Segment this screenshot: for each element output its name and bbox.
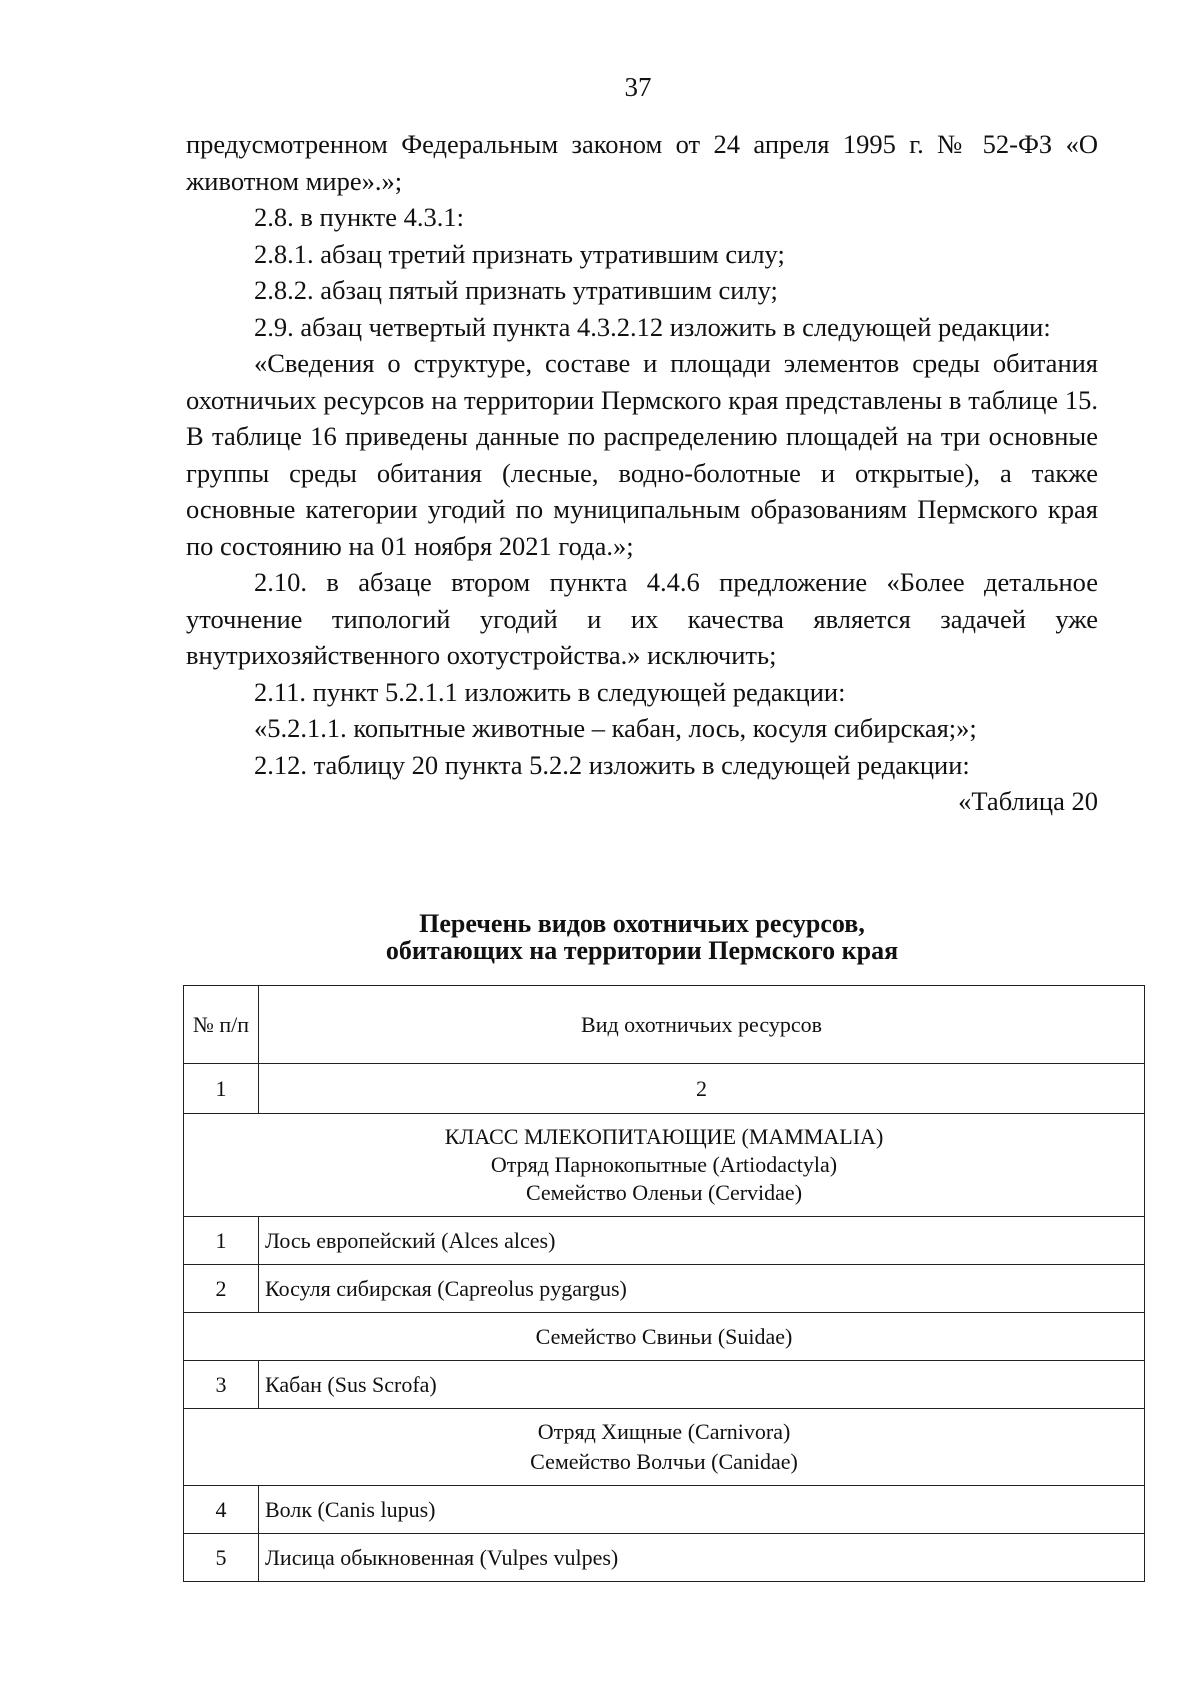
column-number-row	[184, 1064, 1145, 1114]
table-header-row	[184, 986, 1145, 1064]
species-table	[183, 985, 1145, 1582]
species-name: Косуля сибирская (Capreolus pygargus)	[259, 1265, 1145, 1313]
group-line: Отряд Хищные (Carnivora)	[537, 1419, 791, 1444]
group-row	[184, 1313, 1145, 1361]
species-name: Кабан (Sus Scrofa)	[259, 1361, 1145, 1409]
row-number: 3	[184, 1361, 259, 1409]
group-heading: Семейство Свиньи (Suidae)	[184, 1313, 1145, 1361]
group-row	[184, 1409, 1145, 1486]
column-number: 2	[259, 1064, 1145, 1114]
paragraph: 2.10. в абзаце втором пункта 4.4.6 предложение «Более детальное уточнение типологий угодий и их качества является задачей уже внутрихозяйственного охотустройства.» исключить;	[186, 567, 1098, 670]
table-title	[180, 910, 1104, 964]
header-num: № п/п	[184, 986, 259, 1064]
species-name: Волк (Canis lupus)	[259, 1486, 1145, 1534]
document-body	[186, 126, 1098, 820]
table-label: «Таблица 20	[958, 786, 1098, 816]
paragraph: 2.12. таблицу 20 пункта 5.2.2 изложить в следующей редакции:	[254, 749, 970, 780]
group-line: Отряд Парнокопытные (Artiodactyla)	[490, 1152, 838, 1177]
row-number: 1	[184, 1217, 259, 1265]
group-line: Семейство Оленьи (Cervidae)	[525, 1180, 803, 1205]
table-row	[184, 1361, 1145, 1409]
table-title-line: обитающих на территории Пермского края	[385, 936, 899, 965]
species-name: Лисица обыкновенная (Vulpes vulpes)	[259, 1534, 1145, 1582]
paragraph: 2.11. пункт 5.2.1.1 изложить в следующей редакции:	[254, 676, 846, 707]
table-row	[184, 1265, 1145, 1313]
paragraph: «Сведения о структуре, составе и площади элементов среды обитания охотничьих ресурсов на территории Пермского края представлены в таблице 15. В таблице 16 приведены данные по распределению площадей на три основные группы среды обитания (лесные, водно-болотные и открытые), а также основные категории угодий по муниципальным образованиям Пермского края по состоянию на 01 ноября 2021 года.»;	[186, 348, 1098, 561]
column-number: 1	[184, 1064, 259, 1114]
group-heading	[184, 1409, 1145, 1486]
table-row	[184, 1217, 1145, 1265]
paragraph: «5.2.1.1. копытные животные – кабан, лось, косуля сибирская;»;	[254, 713, 977, 743]
paragraph: 2.8. в пункте 4.3.1:	[254, 202, 464, 232]
group-line: Семейство Волчьи (Canidae)	[530, 1449, 798, 1474]
table-row	[184, 1486, 1145, 1534]
species-name: Лось европейский (Alces alces)	[259, 1217, 1145, 1265]
paragraph: 2.9. абзац четвертый пункта 4.3.2.12 изложить в следующей редакции:	[254, 311, 1051, 342]
table-row	[184, 1534, 1145, 1582]
page-number: 37	[624, 72, 652, 102]
paragraph: 2.8.2. абзац пятый признать утратившим силу;	[254, 275, 778, 305]
paragraph: предусмотренном Федеральным законом от 24 апреля 1995 г. № 52-ФЗ «О животном мире».»;	[186, 129, 1098, 196]
group-row	[184, 1114, 1145, 1217]
group-heading	[184, 1114, 1145, 1217]
group-line: КЛАСС МЛЕКОПИТАЮЩИЕ (MAMMALIA)	[444, 1124, 884, 1149]
table-title-line: Перечень видов охотничьих ресурсов,	[419, 909, 865, 938]
row-number: 2	[184, 1265, 259, 1313]
row-number: 4	[184, 1486, 259, 1534]
paragraph: 2.8.1. абзац третий признать утратившим силу;	[254, 238, 785, 269]
row-number: 5	[184, 1534, 259, 1582]
header-name: Вид охотничьих ресурсов	[259, 986, 1145, 1064]
